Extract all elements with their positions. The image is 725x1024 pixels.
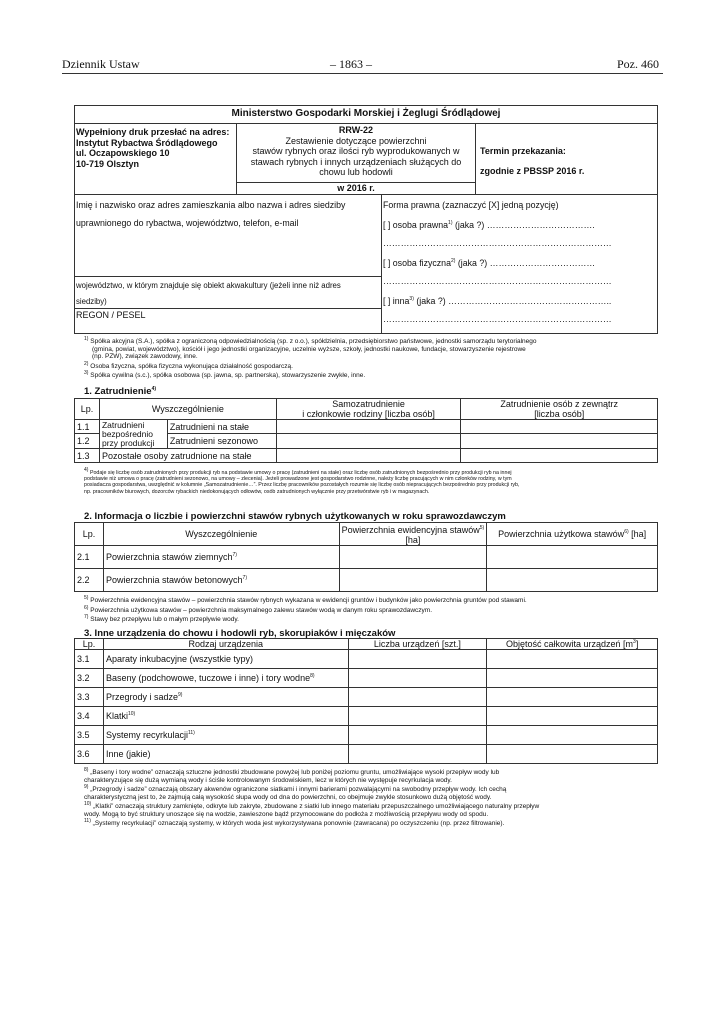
input-pens-volume[interactable] bbox=[487, 688, 658, 707]
section-devices-title: 3. Inne urządzenia do chowu i hodowli ryb, skorupiaków i mięczaków bbox=[84, 628, 396, 639]
input-incubators-volume[interactable] bbox=[487, 650, 658, 669]
input-self-other[interactable] bbox=[276, 449, 461, 463]
institute-city: 10-719 Olsztyn bbox=[76, 158, 140, 169]
footnote-ponds: $^{5)}$ Powierzchnia ewidencyjna stawów – powierzchnia stawów rybnych wykazana w ewidencji gruntów i budynków jako powierzchnia gruntów pod stawami. $^{6)}$ Powierzchnia użytkowa stawów – powierzchnia maksymalnego zalewu stawów wodą w danym roku sprawozdawczym. $^{7)}$ Stawy bez przepływu lub o małym przepływie wody. bbox=[84, 595, 527, 624]
input-recirc-count[interactable] bbox=[348, 726, 487, 745]
input-other-volume[interactable] bbox=[487, 745, 658, 764]
legal-form-label: Forma prawna (zaznaczyć [X] jedną pozycję) bbox=[383, 200, 559, 210]
input-ext-other[interactable] bbox=[461, 449, 658, 463]
input-earth-ev[interactable] bbox=[339, 546, 487, 569]
input-concrete-ev[interactable] bbox=[339, 569, 487, 592]
input-cages-volume[interactable] bbox=[487, 707, 658, 726]
ministry-title: Ministerstwo Gospodarki Morskiej i Żeglugi Śródlądowej bbox=[231, 108, 501, 119]
input-basins-volume[interactable] bbox=[487, 669, 658, 688]
input-ext-seasonal[interactable] bbox=[461, 434, 658, 449]
voivodeship-field[interactable]: województwo, w którym znajduje się obiekt akwakultury (jeżeli inne niż adres siedziby) bbox=[76, 281, 341, 306]
input-other-count[interactable] bbox=[348, 745, 487, 764]
input-earth-use[interactable] bbox=[487, 546, 658, 569]
input-pens-count[interactable] bbox=[348, 688, 487, 707]
form-year: w 2016 r. bbox=[337, 183, 375, 193]
legal-option-legal-person[interactable]: [ ] osoba prawna$^{1)}$ (jaka ?) ………………………………. bbox=[383, 219, 595, 230]
section-employment-title: 1. Zatrudnienie$^{4)}$ bbox=[84, 386, 157, 398]
input-recirc-volume[interactable] bbox=[487, 726, 658, 745]
name-address-field[interactable]: Imię i nazwisko oraz adres zamieszkania albo nazwa i adres siedziby uprawnionego do rybactwa, województwo, telefon, e-mail bbox=[76, 200, 346, 228]
footnote-devices: $^{8)}$ „Baseny i tory wodne” oznaczają sztuczne jednostki zbudowane powyżej lub poniżej poziomu gruntu, umożliwiające wysoki przepływ wody lub charakteryzujące się dużą wymianą wody i ściśle kontrolowanym środowiskiem, lecz w których nie występuje recyrkulacja wody. $^{9)}$ „Przegrody i sadze” oznaczają obszary akwenów ograniczone siatkami i innymi barierami pozwalającymi na swobodny przepływ wody. Ich cechą charakterystyczną jest to, że zajmują całą wysokość słupa wody od dna do powierzchni, co obejmuje zwykle stosunkowo dużą objętość wody. $^{10)}$ „Klatki” oznaczają struktury zamknięte, odkryte lub zakryte, zbudowane z siatki lub innego materiału przepuszczalnego umożliwiającego naturalny przepływ wody. Mogą to być struktury unoszące się na wodzie, zawieszone bądź przymocowane do podłoża z możliwością przepływu wody od spodu. $^{11)}$ „Systemy recyrkulacji” oznaczają systemy, w których woda jest wykorzystywana ponownie (zawracana) po oczyszczeniu (np. przez filtrowanie). bbox=[84, 767, 540, 828]
form-title: RRW-22 Zestawienie dotyczące powierzchni stawów rybnych oraz ilości ryb wyprodukowanych w stawach rybnych i innych urządzeniach służących do chowu lub hodowli bbox=[237, 125, 475, 178]
input-ext-permanent[interactable] bbox=[461, 420, 658, 434]
legal-option-other[interactable]: [ ] inna$^{3)}$ (jaka ?) ……………………………………………….. bbox=[383, 295, 612, 306]
deadline-label: Termin przekazania: bbox=[480, 146, 566, 156]
send-label: Wypełniony druk przesłać na adres: bbox=[76, 127, 230, 137]
input-incubators-count[interactable] bbox=[348, 650, 487, 669]
header-rule bbox=[62, 73, 663, 74]
input-self-permanent[interactable] bbox=[276, 420, 461, 434]
input-concrete-use[interactable] bbox=[487, 569, 658, 592]
page-number: – 1863 – bbox=[330, 57, 372, 71]
legal-option-natural-person[interactable]: [ ] osoba fizyczna$^{2)}$ (jaka ?) ……………………………… bbox=[383, 257, 596, 268]
devices-table: Lp. Rodzaj urządzenia Liczba urządzeń [szt.] Objętość całkowita urządzeń $[m^3]$ 3.1 Aparaty inkubacyjne (wszystkie typy) 3.2 Baseny (podchowowe, tuczowe i inne) i tory wodne$^{8)}$ 3.3 Przegrody i sadze$^{9)}$ 3.4 Klatki$^{10)}$ 3.5 Systemy recyrkulacji$^{11)}$ 3.6 Inne (jakie) bbox=[74, 638, 658, 764]
footnotes-top: $^{1)}$ Spółka akcyjna (S.A.), spółka z ograniczoną odpowiedzialnością (sp. z o.o.), spółdzielnia, przedsiębiorstwo państwowe, jednostki samorządu terytorialnego (gmina, powiat, województwo), kościół i jego jednostki organizacyjne, uczelnie wyższe, szkoły, jednostki naukowe, fundacje, stowarzyszenie rejestrowe (np. PZW), związek zawodowy, inne. $^{2)}$ Osoba fizyczna, spółka fizyczna wykonująca działalność gospodarczą. $^{3)}$ Spółka cywilna (s.c.), spółka osobowa (sp. jawna, sp. partnerska), stowarzyszenie zwykłe, inne. bbox=[84, 336, 537, 380]
input-basins-count[interactable] bbox=[348, 669, 487, 688]
deadline bbox=[480, 141, 584, 181]
footnote-employment: $^{4)}$ Podaje się liczbę osób zatrudnionych przy produkcji ryb na podstawie umowy o pracę (zatrudnieni na stałe) oraz liczbę osób zatrudnionych bezpośrednio przy produkcji ryb na innej podstawie niż umowa o pracę (zatrudnieni sezonowo, na umowy – zlecenia). Jeżeli prowadzone jest gospodarstwo rodzinne, należy liczbę pracujących w nim członków rodziny, w tym posiadacza gospodarstwa, uwzględnić w kolumnie „Samozatrudnienie…”. Przez liczbę pracowników pozostałych rozumie się liczbę osób niepracujących bezpośrednio przy produkcji ryb, np. pracowników biurowych, dozorców rybackich niedokonujących odłowów, osób zatrudnionych wyłącznie przy przetwórstwie ryb i w magazynach. bbox=[84, 467, 520, 495]
deadline-value: zgodnie z PBSSP 2016 r. bbox=[480, 166, 585, 176]
journal-name: Dziennik Ustaw bbox=[62, 57, 140, 71]
input-cages-count[interactable] bbox=[348, 707, 487, 726]
form-code: RRW-22 bbox=[338, 125, 374, 135]
section-ponds-title: 2. Informacja o liczbie i powierzchni stawów rybnych użytkowanych w roku sprawozdawczym bbox=[84, 511, 506, 522]
regon-pesel-field[interactable]: REGON / PESEL bbox=[76, 310, 146, 320]
legal-form: Forma prawna (zaznaczyć [X] jedną pozycję) [ ] osoba prawna$^{1)}$ (jaka ?) ………………………………. …………………………………………………………………… [ ] osoba fizyczna$^{2)}$ (jaka ?) ……………………………… …………………………………………………………………… [ ] inna$^{3)}$ (jaka ?) ……………………………………………….. …………………………………………………………………… bbox=[383, 196, 657, 328]
position-number: Poz. 460 bbox=[617, 57, 659, 71]
institute-street: ul. Oczapowskiego 10 bbox=[76, 148, 170, 158]
send-address bbox=[76, 127, 234, 169]
input-self-seasonal[interactable] bbox=[276, 434, 461, 449]
employment-table: Lp. Wyszczególnienie Samozatrudnienie i członkowie rodziny [liczba osób] Zatrudnienie osób z zewnątrz [liczba osób] 1.1 Zatrudnieni bezpośrednio przy produkcji Zatrudnieni na stałe 1.2 Zatrudnieni sezonowo 1.3 Pozostałe osoby zatrudnione na stałe bbox=[74, 398, 658, 463]
ponds-table: Lp. Wyszczególnienie Powierzchnia ewidencyjna stawów$^{5)}$ [ha] Powierzchnia użytkowa stawów$^{6)}$ [ha] 2.1 Powierzchnia stawów ziemnych$^{7)}$ 2.2 Powierzchnia stawów betonowych$^{7)}$ bbox=[74, 522, 658, 592]
institute-name: Instytut Rybactwa Śródlądowego bbox=[76, 137, 218, 148]
